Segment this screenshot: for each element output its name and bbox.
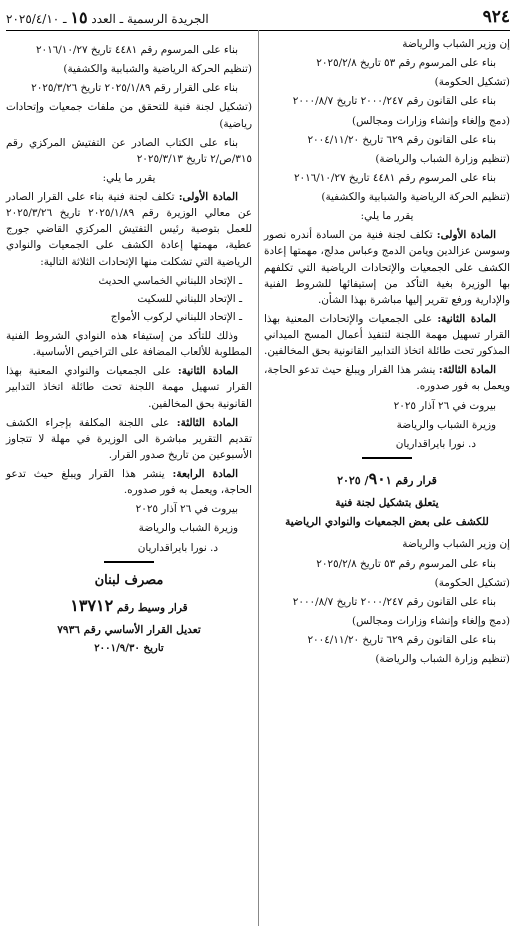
ref-basis: بناء على القانون رقم ٦٢٩ تاريخ ٢٠٠٤/١١/٢٠ [307, 634, 496, 647]
minister-name: د. نورا بايراقداريان [137, 541, 218, 554]
decision-subject: يتعلق بتشكيل لجنة فنية [335, 496, 439, 509]
intro: إن وزير الشباب والرياضة [402, 538, 510, 551]
article-label: المادة الثانية: [437, 312, 497, 325]
article-text: ينشر هذا القرار ويبلغ حيث تدعو الحاجة، ويعمل به فور صدوره. [264, 364, 510, 393]
ref-subject: (دمج وإلغاء وإنشاء وزارات ومجالس) [352, 114, 510, 127]
article-2 [264, 311, 510, 359]
bank-decision-title [6, 594, 252, 619]
ref-basis: بناء على المرسوم رقم ٤٤٨١ تاريخ ٢٠١٦/١٠/٢٧ [35, 44, 238, 56]
ref-subject: (تشكيل الحكومة) [434, 76, 510, 89]
article-text: على الجمعيات والنوادي المعنية بهذا القرار تسهيل مهمة اللجنة تحت طائلة اتخاذ التدابير القانونية بحق المخالفين. [6, 365, 252, 410]
article-text: على اللجنة المكلفة بإجراء الكشف تقديم التقرير مباشرة الى الوزيرة في مهلة لا تتجاوز الأسبوعين من تاريخ صدور القرار. [6, 416, 252, 461]
decision-year: ١/ ٢٠٢٥ [337, 473, 392, 487]
minister-name: د. نورا بايراقداريان [395, 437, 476, 450]
article-text: على الجمعيات والإتحادات المعنية بهذا القرار تسهيل مهمة اللجنة لتنفيذ أعمال المسح الميداني المذكور تحت طائلة اتخاذ التدابير القانونية بحق المخالفين. [264, 312, 510, 358]
article-text: ينشر هذا القرار ويبلغ حيث تدعو الحاجة، ويعمل به فور صدوره. [6, 468, 252, 497]
article-label: المادة الأولى: [436, 229, 496, 242]
section-separator [104, 561, 154, 563]
ref-subject: (دمج وإلغاء وإنشاء وزارات ومجالس) [352, 614, 510, 627]
decides-line: يقرر ما يلي: [102, 171, 156, 184]
list-item: ـ الإتحاد اللبناني الخماسي الحديث [98, 274, 242, 287]
ref-basis: بناء على المرسوم رقم ٥٣ تاريخ ٢٠٢٥/٢/٨ [316, 557, 496, 570]
list-item: ـ الإتحاد اللبناني لركوب الأمواج [110, 310, 242, 323]
issue-date: ـ ٢٠٢٥/٤/١٠ [6, 11, 67, 26]
left-column [6, 42, 252, 660]
ref-subject: (تشكيل لجنة فنية للتحقق من ملفات جمعيات وإتحادات رياضية) [6, 101, 252, 130]
ref-subject: (تنظيم الحركة الرياضية والشبابية والكشفية) [321, 191, 510, 203]
article-1 [264, 227, 510, 308]
decision-label: قرار رقم [395, 473, 437, 487]
place-date: بيروت في ٢٦ آذار ٢٠٢٥ [135, 503, 238, 516]
article-3 [264, 362, 510, 394]
bank-decision-number: ١٣٧١٢ [70, 595, 114, 615]
bank-name: مصرف لبنان [94, 572, 164, 588]
bank-decision-label: قرار وسيط رقم [116, 601, 188, 614]
article-label: المادة الأولى: [178, 191, 238, 203]
article-2 [6, 363, 252, 411]
ref-subject: (تنظيم وزارة الشباب والرياضة) [375, 152, 510, 165]
article-4 [6, 466, 252, 498]
page-header [6, 4, 510, 31]
article-label: المادة الثالثة: [176, 416, 238, 429]
right-column [264, 36, 510, 670]
place-date: بيروت في ٢٦ آذار ٢٠٢٥ [393, 399, 496, 412]
section-separator [362, 457, 412, 459]
article-label: المادة الثالثة: [438, 364, 496, 377]
column-divider [258, 30, 259, 926]
article-3 [6, 415, 252, 463]
gazette-name: الجريدة الرسمية ـ العدد [91, 11, 209, 26]
bank-amend-line: تعديل القرار الأساسي رقم ٧٩٣٦ [57, 623, 201, 636]
ref-basis: بناء على المرسوم رقم ٤٤٨١ تاريخ ٢٠١٦/١٠/٢٧ [293, 171, 496, 184]
article-label: المادة الرابعة: [172, 468, 238, 480]
decision-number: ٩٠ [368, 468, 386, 488]
article-label: المادة الثانية: [177, 365, 238, 378]
page-number: ٩٢٤ [482, 7, 510, 27]
article-text: تكلف لجنة فنية من السادة أندره نصور وسوسن عزالدين ويامن الدمج وعباس مدلج، مهمتها إعادة الكشف على الجمعيات والإتحادات الرياضية التي تكلفهم بها الوزيرة بغية التأكد من إستيفائها للشروط الفنية والإدارية ورفع تقرير إليها مباشرة بهذا الشأن. [264, 229, 510, 306]
ref-basis: بناء على الكتاب الصادر عن التفتيش المركزي رقم ٣١٥/ص/٢ تاريخ ٢٠٢٥/٣/١٣ [6, 136, 252, 165]
ref-subject: (تنظيم وزارة الشباب والرياضة) [375, 653, 510, 666]
issue-number: ١٥ [70, 7, 88, 27]
ref-subject: (تنظيم الحركة الرياضية والشبابية والكشفية) [63, 63, 252, 76]
ref-basis: بناء على القانون رقم ٦٢٩ تاريخ ٢٠٠٤/١١/٢٠ [307, 133, 496, 146]
decision-subject: للكشف على بعض الجمعيات والنوادي الرياضية [285, 516, 489, 529]
decides-line: يقرر ما يلي: [360, 210, 414, 223]
minister-title: وزيرة الشباب والرياضة [396, 418, 496, 431]
ref-subject: (تشكيل الحكومة) [434, 576, 510, 589]
article-1 [6, 189, 252, 270]
decision-title [264, 467, 510, 492]
ref-basis: بناء على القانون رقم ٢٠٠٠/٢٤٧ تاريخ ٢٠٠٠/٨/٧ [292, 595, 496, 608]
ref-basis: بناء على القانون رقم ٢٠٠٠/٢٤٧ تاريخ ٢٠٠٠/٨/٧ [292, 95, 496, 108]
federation-list [6, 273, 242, 325]
intro: إن وزير الشباب والرياضة [402, 38, 510, 50]
bank-date-line: تاريخ ٢٠٠١/٩/٣٠ [94, 641, 164, 654]
ref-basis: بناء على القرار رقم ٢٠٢٥/١/٨٩ تاريخ ٢٠٢٥/٣/٢٦ [31, 82, 238, 95]
article-text: تكلف لجنة فنية بناء على القرار الصادر عن معالي الوزيرة رقم ٢٠٢٥/١/٨٩ تاريخ ٢٠٢٥/٣/٢٦ للعمل بتوصية رئيس التفتيش المركزي القاضي جورج عطية، مهمتها إعادة الكشف على الجمعيات والنوادي الرياضية التي تشكلت منها الإتحادات الثلاثة التالية: [6, 191, 252, 268]
article-1-continued: وذلك للتأكد من إستيفاء هذه النوادي الشروط الفنية المطلوبة للألعاب المضافة على التراخيص الأساسية. [6, 330, 252, 359]
ref-basis: بناء على المرسوم رقم ٥٣ تاريخ ٢٠٢٥/٢/٨ [316, 57, 496, 70]
minister-title: وزيرة الشباب والرياضة [138, 522, 238, 535]
list-item: ـ الإتحاد اللبناني للسكيت [137, 292, 242, 305]
gazette-title [6, 8, 209, 27]
